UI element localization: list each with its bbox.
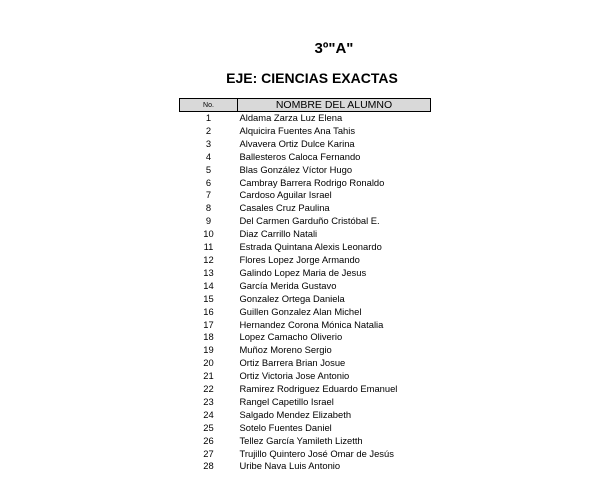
table-row [180, 164, 431, 177]
student-name: Guillen Gonzalez Alan Michel [239, 305, 362, 317]
table-row [180, 241, 431, 254]
student-number: 9 [205, 215, 212, 227]
student-number: 17 [203, 318, 214, 330]
student-number: 13 [203, 266, 214, 278]
table-row [180, 306, 431, 319]
student-number: 24 [203, 408, 214, 420]
student-number: 19 [203, 344, 214, 356]
student-number: 7 [205, 189, 212, 201]
table-row [180, 151, 431, 164]
table-row [180, 422, 431, 435]
table-row [180, 228, 431, 241]
table-row [180, 138, 431, 151]
table-row [180, 460, 431, 473]
student-number: 10 [203, 228, 214, 240]
table-row [180, 293, 431, 306]
student-number: 8 [205, 202, 212, 214]
student-name: Salgado Mendez Elizabeth [239, 408, 352, 420]
student-number: 23 [203, 395, 214, 407]
table-row [180, 267, 431, 280]
student-name: Estrada Quintana Alexis Leonardo [239, 241, 382, 253]
student-name: Del Carmen Garduño Cristóbal E. [239, 215, 380, 227]
table-row [180, 448, 431, 461]
student-name: Blas González Víctor Hugo [239, 163, 353, 175]
subject-heading [0, 70, 612, 88]
table-row [180, 409, 431, 422]
student-number: 14 [203, 279, 214, 291]
table-row [180, 125, 431, 138]
student-name: Aldama Zarza Luz Elena [239, 112, 343, 123]
student-number: 22 [203, 383, 214, 395]
student-number: 25 [203, 421, 214, 433]
subject-title: EJE: CIENCIAS EXACTAS [226, 70, 398, 86]
table-row [180, 112, 431, 125]
student-name: Ortiz Barrera Brian Josue [239, 357, 346, 369]
table-row [180, 254, 431, 267]
table-row [180, 370, 431, 383]
student-number: 12 [203, 253, 214, 265]
student-number: 3 [205, 137, 212, 149]
student-name: Trujillo Quintero José Omar de Jesús [239, 447, 394, 459]
table-row [180, 435, 431, 448]
table-row [180, 344, 431, 357]
student-number: 20 [203, 357, 214, 369]
student-name: Rangel Capetillo Israel [239, 395, 334, 407]
table-row [180, 331, 431, 344]
student-number: 11 [203, 241, 214, 253]
table-row [180, 215, 431, 228]
student-number: 1 [205, 112, 212, 123]
student-name: Ballesteros Caloca Fernando [239, 150, 361, 162]
student-name: Diaz Carrillo Natali [239, 228, 318, 240]
table-row [180, 319, 431, 332]
student-name: Alvavera Ortiz Dulce Karina [239, 137, 355, 149]
student-name: Cambray Barrera Rodrigo Ronaldo [239, 176, 385, 188]
table-row [180, 202, 431, 215]
student-name: Alquicira Fuentes Ana Tahis [239, 124, 356, 136]
student-number: 27 [203, 447, 214, 459]
student-number: 2 [205, 124, 212, 136]
student-rows [180, 112, 431, 474]
group-heading [0, 40, 612, 58]
student-name: Uribe Nava Luis Antonio [239, 460, 341, 472]
student-name: Galindo Lopez Maria de Jesus [239, 266, 367, 278]
student-name: Cardoso Aguilar Israel [239, 189, 332, 201]
student-number: 5 [205, 163, 212, 175]
student-list-table [179, 98, 431, 473]
table-row [180, 189, 431, 202]
student-number: 6 [205, 176, 212, 188]
student-number: 26 [203, 434, 214, 446]
student-name: Flores Lopez Jorge Armando [239, 253, 360, 265]
student-number: 15 [203, 292, 214, 304]
table-row [180, 280, 431, 293]
student-name: Sotelo Fuentes Daniel [239, 421, 332, 433]
table-header-row [180, 99, 431, 112]
student-name: Tellez García Yamileth Lizetth [239, 434, 363, 446]
student-number: 16 [203, 305, 214, 317]
student-name: Casales Cruz Paulina [239, 202, 330, 214]
student-name: Hernandez Corona Mónica Natalia [239, 318, 384, 330]
table-row [180, 177, 431, 190]
name-column-header: NOMBRE DEL ALUMNO [238, 99, 431, 112]
number-column-header: No. [180, 99, 238, 112]
student-name: Gonzalez Ortega Daniela [239, 292, 345, 304]
student-name: Lopez Camacho Oliverio [239, 331, 343, 343]
student-number: 28 [203, 460, 214, 472]
student-number: 18 [203, 331, 214, 343]
student-name: Muñoz Moreno Sergio [239, 344, 332, 356]
student-number: 21 [203, 370, 214, 382]
table-row [180, 383, 431, 396]
student-name: Ramirez Rodriguez Eduardo Emanuel [239, 383, 398, 395]
student-number: 4 [205, 150, 212, 162]
table-row [180, 357, 431, 370]
student-name: García Merida Gustavo [239, 279, 337, 291]
table-row [180, 396, 431, 409]
group-title: 3º"A" [314, 40, 354, 57]
student-name: Ortiz Victoria Jose Antonio [239, 370, 350, 382]
